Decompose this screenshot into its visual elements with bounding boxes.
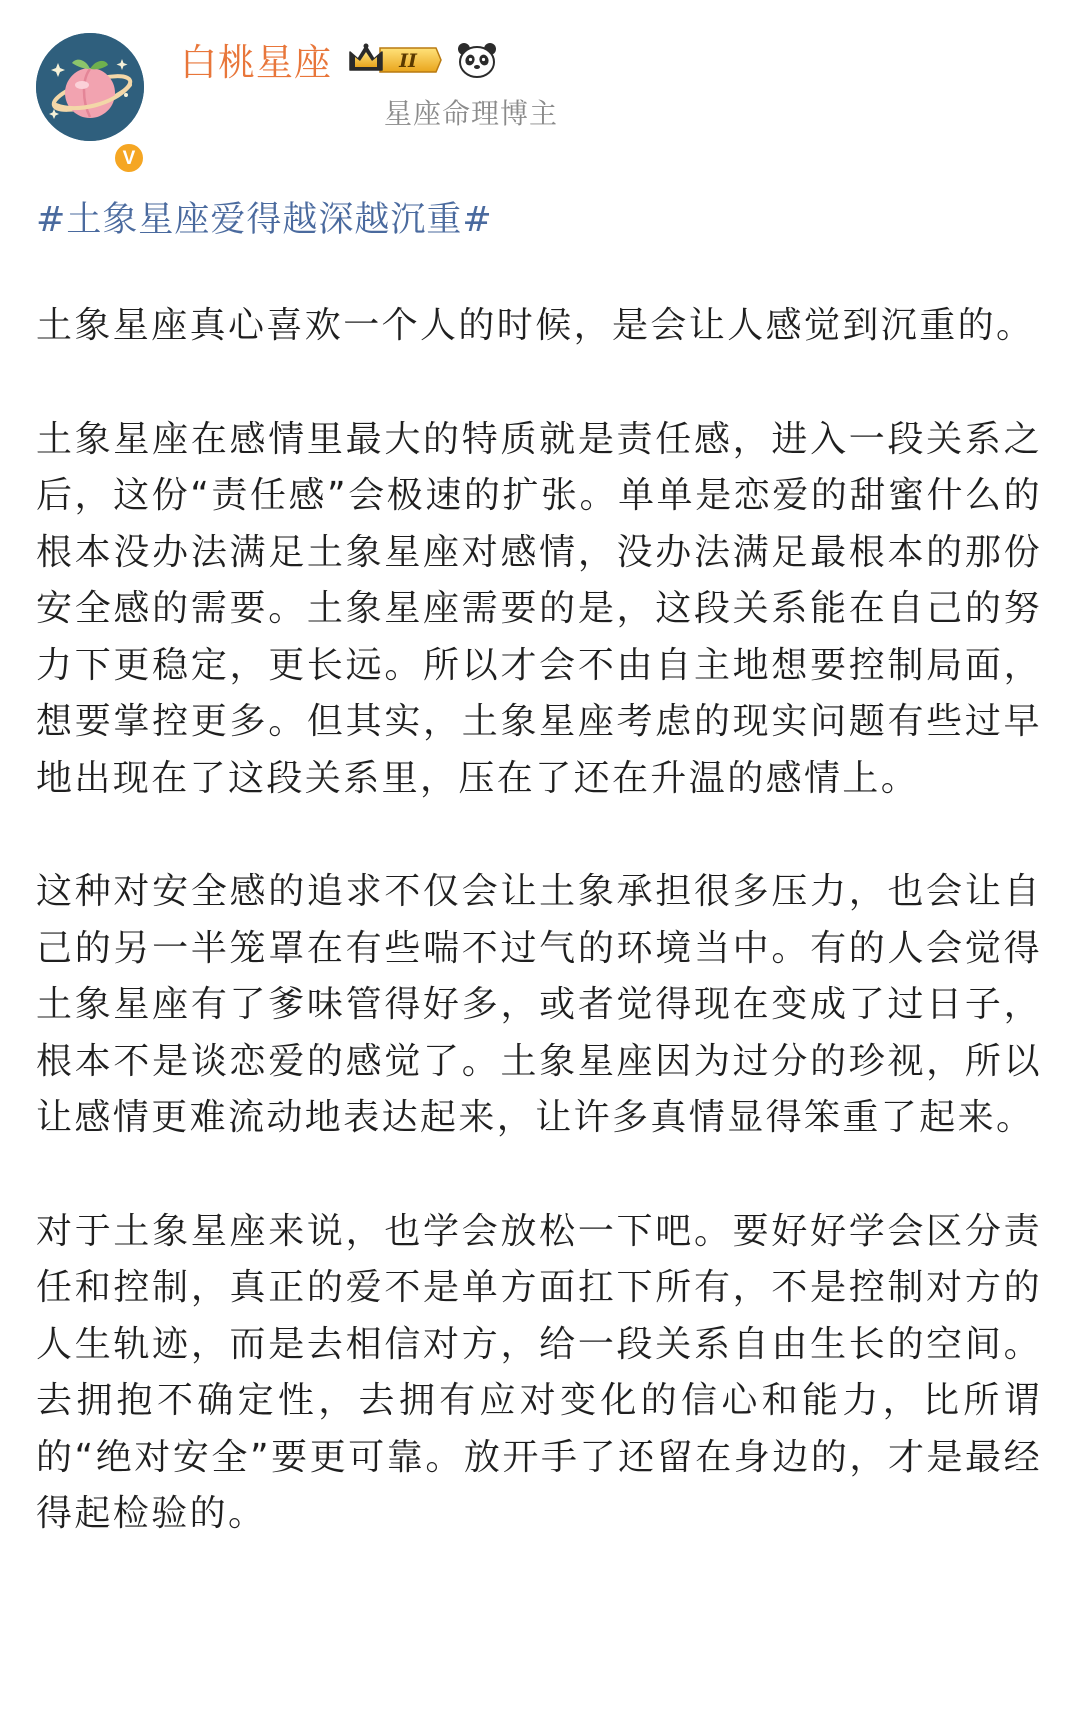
avatar[interactable]	[36, 33, 144, 169]
post-header	[36, 0, 1042, 169]
post-body	[36, 298, 1042, 1543]
post-paragraph-3: 这种对安全感的追求不仅会让土象承担很多压力，也会让自己的另一半笼罩在有些喘不过气的环境当中。有的人会觉得土象星座有了爹味管得好多，或者觉得现在变成了过日子，根本不是谈恋爱的感觉了。土象星座因为过分的珍视，所以让感情更难流动地表达起来，让许多真情显得笨重了起来。	[36, 871, 1042, 1138]
peach-planet-avatar-icon	[36, 33, 144, 141]
post-paragraph-2: 土象星座在感情里最大的特质就是责任感，进入一段关系之后，这份“责任感”会极速的扩张。单单是恋爱的甜蜜什么的根本没办法满足土象星座对感情，没办法满足最根本的那份安全感的需要。土象星座需要的是，这段关系能在自己的努力下更稳定，更长远。所以才会不由自主地想要控制局面，想要掌控更多。但其实，土象星座考虑的现实问题有些过早地出现在了这段关系里，压在了还在升温的感情上。	[36, 418, 1042, 799]
user-name[interactable]: 白桃星座	[180, 40, 332, 84]
crown-level-badge-icon[interactable]	[346, 40, 442, 84]
post-paragraph-1: 土象星座真心喜欢一个人的时候，是会让人感觉到沉重的。	[36, 305, 1035, 346]
level-badge-text: II	[399, 50, 417, 72]
verified-v-icon: V	[112, 141, 146, 175]
user-title: 星座命理博主	[384, 97, 559, 130]
post-paragraph-4: 对于土象星座来说，也学会放松一下吧。要好好学会区分责任和控制，真正的爱不是单方面扛下所有，不是控制对方的人生轨迹，而是去相信对方，给一段关系自由生长的空间。去拥抱不确定性，去拥有应对变化的信心和能力，比所谓的“绝对安全”要更可靠。放开手了还留在身边的，才是最经得起检验的。	[36, 1210, 1042, 1534]
post-hashtag-link[interactable]: #土象星座爱得越深越沉重#	[36, 200, 493, 240]
name-row	[180, 38, 498, 86]
panda-icon	[456, 40, 498, 84]
